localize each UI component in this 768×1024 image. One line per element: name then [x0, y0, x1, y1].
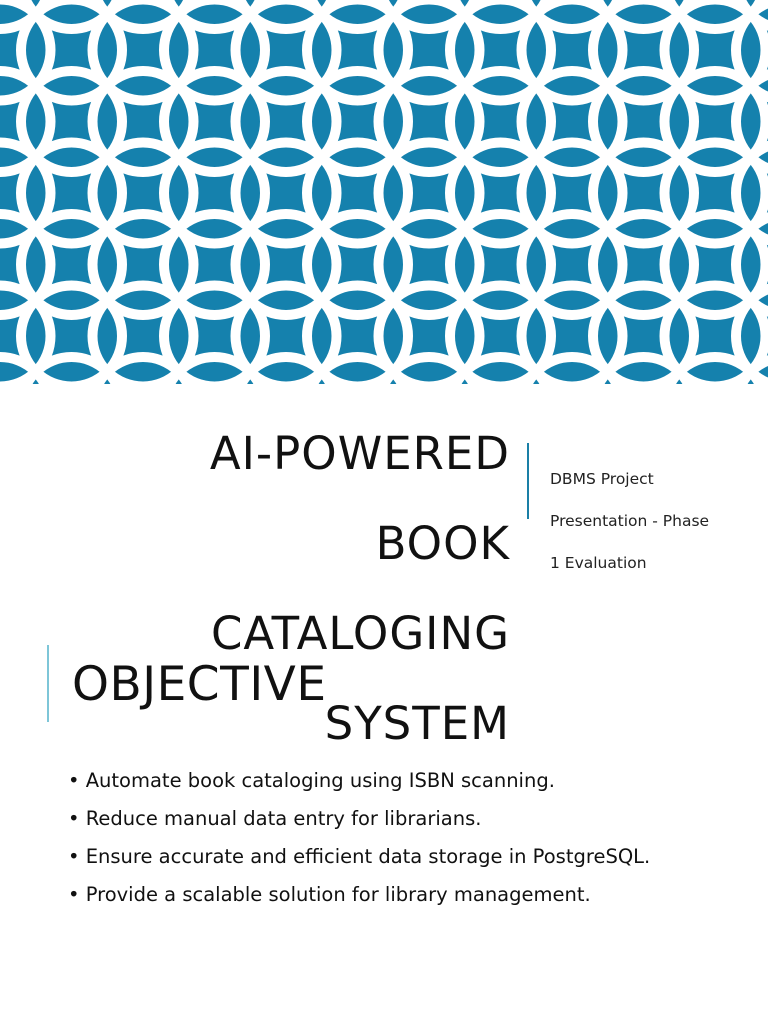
- subtitle-line-3: 1 Evaluation: [550, 554, 647, 572]
- title-line-2: BOOK: [375, 517, 510, 570]
- title-line-1: AI-POWERED: [209, 427, 510, 480]
- circle-lattice-pattern: [0, 0, 768, 384]
- objective-bullet-1: • Automate book cataloging using ISBN scanning.: [68, 769, 555, 792]
- objective-accent-bar: [47, 645, 49, 722]
- title-divider: [527, 443, 529, 519]
- objective-bullet-4: • Provide a scalable solution for library management.: [68, 883, 591, 906]
- presentation-subtitle: [550, 448, 750, 595]
- subtitle-line-1: DBMS Project: [550, 470, 654, 488]
- presentation-title: [100, 386, 510, 791]
- pattern-banner: [0, 0, 768, 384]
- objective-heading: OBJECTIVE: [72, 657, 327, 712]
- objective-bullet-2: • Reduce manual data entry for librarians.: [68, 807, 482, 830]
- objective-bullet-list: [68, 770, 728, 922]
- title-line-3: CATALOGING: [210, 607, 510, 660]
- subtitle-line-2: Presentation - Phase: [550, 512, 710, 530]
- objective-bullet-3: • Ensure accurate and efficient data storage in PostgreSQL.: [68, 845, 651, 868]
- title-line-4: SYSTEM: [324, 697, 510, 750]
